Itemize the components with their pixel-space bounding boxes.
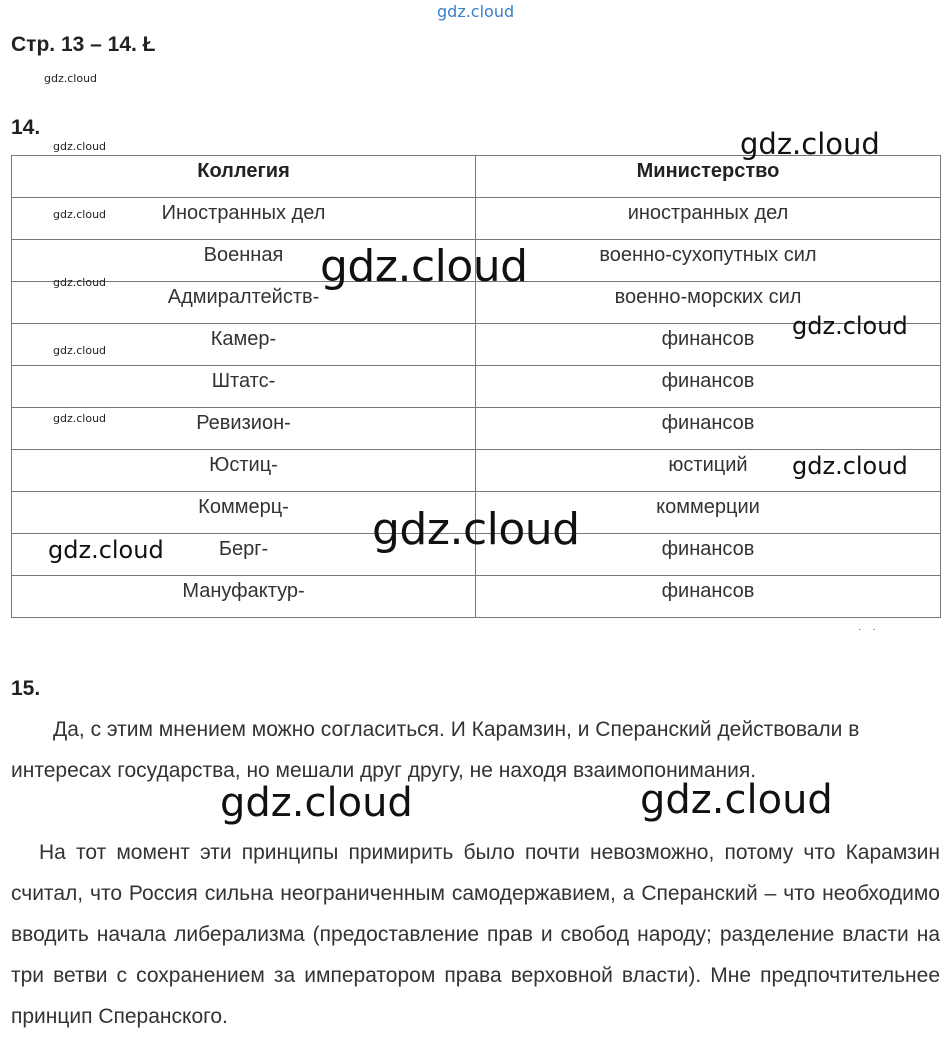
watermark-small: gdz.cloud bbox=[53, 208, 107, 221]
watermark-large: gdz.cloud bbox=[372, 504, 580, 555]
cell-ministry: финансов bbox=[476, 324, 941, 366]
watermark-small: gdz.cloud bbox=[53, 140, 107, 153]
watermark-small: gdz.cloud bbox=[53, 412, 107, 425]
watermark-top: gdz.cloud bbox=[437, 2, 515, 21]
watermark-large: gdz.cloud bbox=[320, 241, 528, 292]
cell-collegia: Камер- bbox=[12, 324, 476, 366]
cell-ministry: военно-морских сил bbox=[476, 282, 941, 324]
cell-ministry: юстиций bbox=[476, 450, 941, 492]
cell-ministry: финансов bbox=[476, 576, 941, 618]
watermark-small: gdz.cloud bbox=[53, 276, 107, 289]
cell-ministry: военно-сухопутных сил bbox=[476, 240, 941, 282]
watermark: gdz.cloud bbox=[792, 452, 908, 480]
header-ministry: Министерство bbox=[476, 156, 941, 198]
task-14-number: 14. bbox=[11, 116, 41, 139]
table-row bbox=[12, 366, 941, 408]
cell-ministry: иностранных дел bbox=[476, 198, 941, 240]
watermark-small: gdz.cloud bbox=[44, 72, 98, 85]
watermark-small: gdz.cloud bbox=[53, 344, 107, 357]
cell-ministry: финансов bbox=[476, 534, 941, 576]
header-collegia: Коллегия bbox=[12, 156, 476, 198]
cell-collegia: Адмиралтейств- bbox=[12, 282, 476, 324]
cell-collegia: Военная bbox=[12, 240, 476, 282]
cell-collegia: Юстиц- bbox=[12, 450, 476, 492]
watermark-large: gdz.cloud bbox=[640, 777, 833, 823]
cell-ministry: финансов bbox=[476, 366, 941, 408]
watermark-large: gdz.cloud bbox=[220, 780, 413, 826]
cell-collegia: Ревизион- bbox=[12, 408, 476, 450]
table-row bbox=[12, 198, 941, 240]
cell-collegia: Берг- bbox=[12, 534, 476, 576]
task-15-paragraph-2: На тот момент эти принципы примирить было почти невозможно, потому что Карамзин считал, что Россия сильна неограниченным самодержавием, а Сперанский – что необходимо вводить начала либерализма (предоставление прав и свобод народу; разделение власти на три ветви с сохранением за императором права верховной власти). Мне предпочтительнее принцип Сперанского. bbox=[11, 841, 940, 1028]
task-15-number: 15. bbox=[11, 677, 41, 700]
page-title: Стр. 13 – 14. Ł bbox=[11, 33, 156, 56]
cell-ministry: финансов bbox=[476, 408, 941, 450]
cell-collegia: Иностранных дел bbox=[12, 198, 476, 240]
cell-ministry: коммерции bbox=[476, 492, 941, 534]
watermark: gdz.cloud bbox=[792, 312, 908, 340]
table-row bbox=[12, 408, 941, 450]
watermark: gdz.cloud bbox=[48, 536, 164, 564]
task-15-paragraph-1: Да, с этим мнением можно согласиться. И Карамзин, и Сперанский действовали в интересах государства, но мешали друг другу, не находя взаимопонимания. bbox=[11, 718, 860, 782]
cell-collegia: Мануфактур- bbox=[12, 576, 476, 618]
stray-mark: · · bbox=[858, 624, 876, 635]
cell-collegia: Коммерц- bbox=[12, 492, 476, 534]
watermark: gdz.cloud bbox=[740, 127, 880, 161]
table-header-row bbox=[12, 156, 941, 198]
table-row bbox=[12, 576, 941, 618]
cell-collegia: Штатс- bbox=[12, 366, 476, 408]
